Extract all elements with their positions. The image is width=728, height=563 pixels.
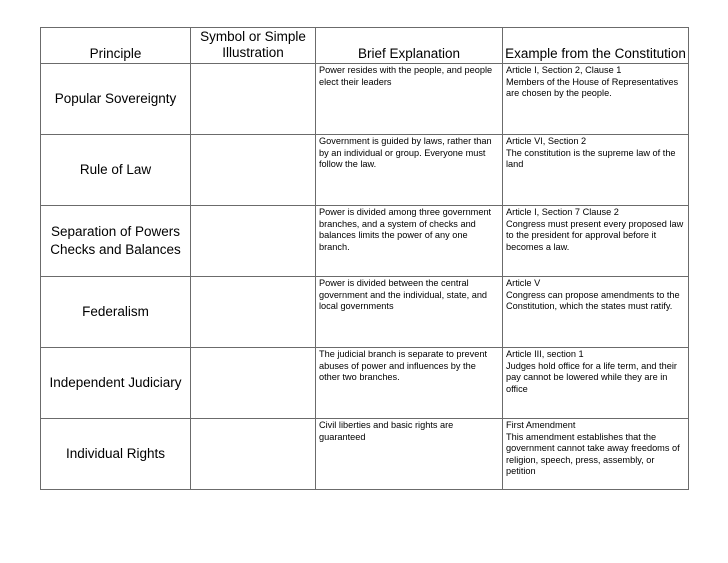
principle-cell: Rule of Law [41, 135, 191, 206]
symbol-cell [191, 206, 316, 277]
example-text: This amendment establishes that the government cannot take away freedoms of religion, speech, press, assembly, or petition [506, 431, 680, 476]
example-cell [503, 64, 689, 135]
table-row [41, 348, 689, 419]
explanation-cell: Government is guided by laws, rather than by an individual or group. Everyone must follow the law. [316, 135, 503, 206]
example-cell [503, 348, 689, 419]
header-row [41, 28, 689, 64]
example-text: The constitution is the supreme law of the land [506, 147, 676, 169]
explanation-cell: Power is divided between the central government and the individual, state, and local governments [316, 277, 503, 348]
example-text: Members of the House of Representatives are chosen by the people. [506, 76, 679, 98]
header-explanation: Brief Explanation [316, 28, 503, 64]
explanation-cell: The judicial branch is separate to prevent abuses of power and influences by the other two branches. [316, 348, 503, 419]
example-reference: Article V [506, 278, 541, 288]
header-symbol: Symbol or Simple Illustration [191, 28, 316, 64]
header-example: Example from the Constitution [503, 28, 689, 64]
explanation-cell: Power resides with the people, and people elect their leaders [316, 64, 503, 135]
example-reference: Article I, Section 2, Clause 1 [506, 65, 622, 75]
example-cell [503, 277, 689, 348]
example-reference: Article I, Section 7 Clause 2 [506, 207, 619, 217]
explanation-cell: Civil liberties and basic rights are guaranteed [316, 419, 503, 490]
example-text: Congress can propose amendments to the Constitution, which the states must ratify. [506, 289, 680, 311]
principle-cell: Individual Rights [41, 419, 191, 490]
principle-cell: Separation of Powers Checks and Balances [41, 206, 191, 277]
principles-table [40, 27, 689, 490]
symbol-cell [191, 64, 316, 135]
example-cell [503, 419, 689, 490]
table-row [41, 64, 689, 135]
example-cell [503, 135, 689, 206]
symbol-cell [191, 277, 316, 348]
table-row [41, 206, 689, 277]
symbol-cell [191, 419, 316, 490]
example-reference: First Amendment [506, 420, 576, 430]
example-cell [503, 206, 689, 277]
principle-cell: Federalism [41, 277, 191, 348]
principle-cell: Popular Sovereignty [41, 64, 191, 135]
explanation-cell: Power is divided among three government branches, and a system of checks and balances limits the power of any one branch. [316, 206, 503, 277]
header-principle: Principle [41, 28, 191, 64]
example-reference: Article III, section 1 [506, 349, 584, 359]
example-text: Congress must present every proposed law to the president for approval before it becomes a law. [506, 218, 684, 252]
principle-cell: Independent Judiciary [41, 348, 191, 419]
symbol-cell [191, 135, 316, 206]
table-row [41, 135, 689, 206]
table-row [41, 419, 689, 490]
example-text: Judges hold office for a life term, and their pay cannot be lowered while they are in office [506, 360, 677, 394]
symbol-cell [191, 348, 316, 419]
table-row [41, 277, 689, 348]
example-reference: Article VI, Section 2 [506, 136, 587, 146]
